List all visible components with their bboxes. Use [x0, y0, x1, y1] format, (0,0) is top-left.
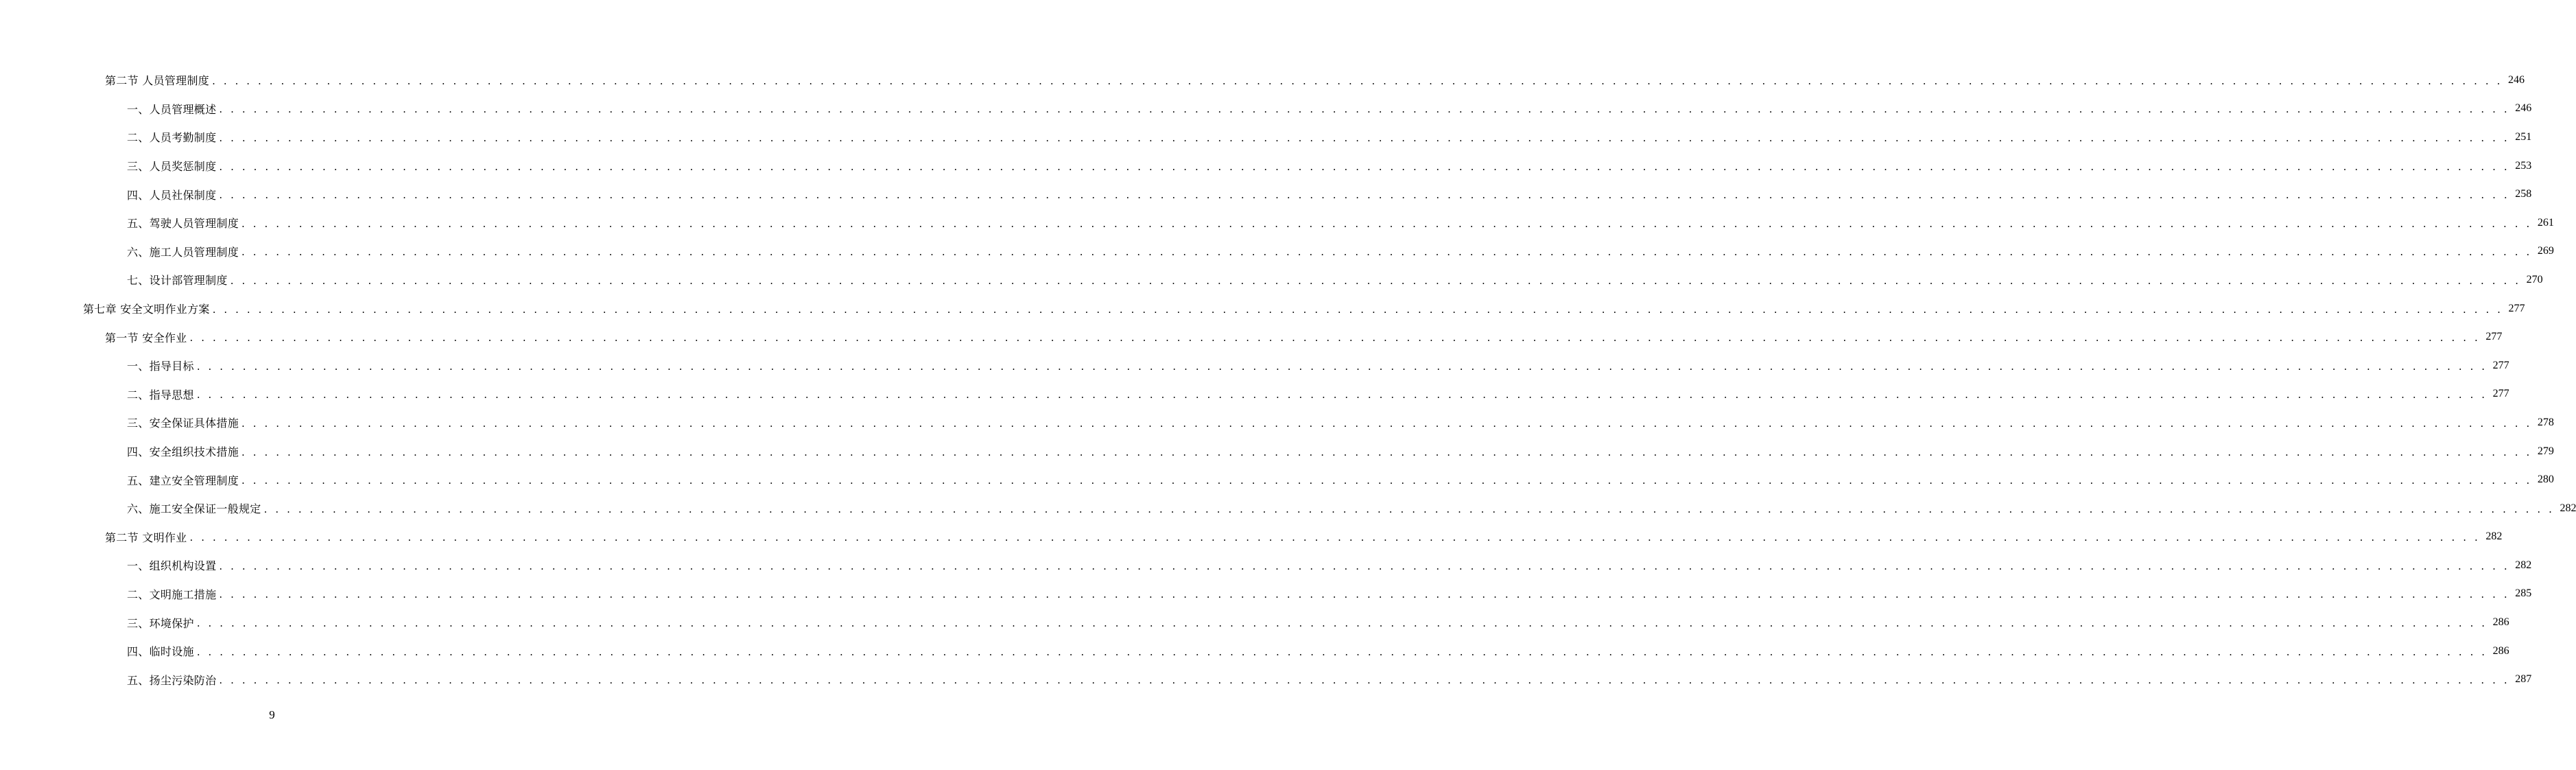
- toc-entry-page: 246: [2507, 73, 2525, 86]
- toc-entry-page: 282: [2485, 530, 2503, 543]
- toc-entry-title: 一、指导目标: [127, 360, 194, 373]
- toc-entry-item[interactable]: [0, 637, 2509, 666]
- toc-entry-page: 280: [2537, 474, 2554, 486]
- toc-entry-title: 五、建立安全管理制度: [127, 474, 239, 487]
- dot-leader: . . . . . . . . . . . . . . . . . . . . . . . . . . . . . . . . . . . . . . . . . . . . . . . . . . . . . . . . . . . . . . . . . . . . . . . . . . . . . . . . . . . . . . . . . . . . . . . . . . . . . . . . . . . . . . . . . . . . . . . . . . . . . . . . . . . . . . . . . . . . . . . . . . . . . . . . . . . . . . . . . . . . . . . . . . . . . . . . . . . . . . . . . . . . . . . . . . . . . . . .: [219, 189, 2510, 202]
- toc-entry-item[interactable]: [0, 465, 2554, 494]
- toc-entry-item[interactable]: [0, 152, 2532, 180]
- table-of-contents: [0, 66, 2576, 694]
- dot-leader: . . . . . . . . . . . . . . . . . . . . . . . . . . . . . . . . . . . . . . . . . . . . . . . . . . . . . . . . . . . . . . . . . . . . . . . . . . . . . . . . . . . . . . . . . . . . . . . . . . . . . . . . . . . . . . . . . . . . . . . . . . . . . . . . . . . . . . . . . . . . . . . . . . . . . . . . . . . . . . . . . . . . . . . . . . . . . . . . . . . . . . . . . . . . . . . . . . . . . . . .: [241, 217, 2532, 230]
- toc-entry-item[interactable]: [0, 180, 2532, 209]
- toc-entry-page: 258: [2515, 188, 2532, 200]
- toc-entry-title: 四、安全组织技术措施: [127, 445, 239, 459]
- toc-entry-title: 三、人员奖惩制度: [127, 160, 217, 174]
- toc-entry-page: 277: [2508, 302, 2525, 314]
- toc-entry-title: 七、设计部管理制度: [127, 274, 228, 288]
- toc-entry-title: 四、临时设施: [127, 645, 194, 659]
- toc-entry-title: 二、人员考勤制度: [127, 131, 217, 145]
- toc-entry-page: 286: [2492, 616, 2509, 629]
- page-number: 9: [269, 708, 275, 721]
- dot-leader: . . . . . . . . . . . . . . . . . . . . . . . . . . . . . . . . . . . . . . . . . . . . . . . . . . . . . . . . . . . . . . . . . . . . . . . . . . . . . . . . . . . . . . . . . . . . . . . . . . . . . . . . . . . . . . . . . . . . . . . . . . . . . . . . . . . . . . . . . . . . . . . . . . . . . . . . . . . . . . . . . . . . . . . . . . . . . . . . . . . . . . . . . . . . . . . . . . . . . . . .: [196, 645, 2488, 658]
- dot-leader: . . . . . . . . . . . . . . . . . . . . . . . . . . . . . . . . . . . . . . . . . . . . . . . . . . . . . . . . . . . . . . . . . . . . . . . . . . . . . . . . . . . . . . . . . . . . . . . . . . . . . . . . . . . . . . . . . . . . . . . . . . . . . . . . . . . . . . . . . . . . . . . . . . . . . . . . . . . . . . . . . . . . . . . . . . . . . . . . . . . . . . . . . . . . . . . . . . . . . . . .: [219, 103, 2510, 116]
- toc-entry-title: 四、人员社保制度: [127, 188, 217, 202]
- toc-entry-item[interactable]: [0, 351, 2509, 380]
- dot-leader: . . . . . . . . . . . . . . . . . . . . . . . . . . . . . . . . . . . . . . . . . . . . . . . . . . . . . . . . . . . . . . . . . . . . . . . . . . . . . . . . . . . . . . . . . . . . . . . . . . . . . . . . . . . . . . . . . . . . . . . . . . . . . . . . . . . . . . . . . . . . . . . . . . . . . . . . . . . . . . . . . . . . . . . . . . . . . . . . . . . . . . . . . . . . . . . . . . . . . . . .: [196, 617, 2488, 630]
- toc-entry-page: 277: [2485, 331, 2503, 343]
- toc-entry-item[interactable]: [0, 608, 2509, 637]
- toc-entry-page: 253: [2515, 159, 2532, 172]
- toc-entry-page: 277: [2492, 388, 2509, 400]
- toc-entry-item[interactable]: [0, 551, 2532, 580]
- dot-leader: . . . . . . . . . . . . . . . . . . . . . . . . . . . . . . . . . . . . . . . . . . . . . . . . . . . . . . . . . . . . . . . . . . . . . . . . . . . . . . . . . . . . . . . . . . . . . . . . . . . . . . . . . . . . . . . . . . . . . . . . . . . . . . . . . . . . . . . . . . . . . . . . . . . . . . . . . . . . . . . . . . . . . . . . . . . . . . . . . . . . . . . . . . . . . . . . . . . . . . . .: [196, 388, 2488, 401]
- toc-entry-page: 246: [2515, 102, 2532, 115]
- dot-leader: . . . . . . . . . . . . . . . . . . . . . . . . . . . . . . . . . . . . . . . . . . . . . . . . . . . . . . . . . . . . . . . . . . . . . . . . . . . . . . . . . . . . . . . . . . . . . . . . . . . . . . . . . . . . . . . . . . . . . . . . . . . . . . . . . . . . . . . . . . . . . . . . . . . . . . . . . . . . . . . . . . . . . . . . . . . . . . . . . . . . . . . . . . . . . . . . . . . . . . . .: [212, 303, 2503, 316]
- toc-entry-page: 269: [2537, 245, 2554, 257]
- dot-leader: . . . . . . . . . . . . . . . . . . . . . . . . . . . . . . . . . . . . . . . . . . . . . . . . . . . . . . . . . . . . . . . . . . . . . . . . . . . . . . . . . . . . . . . . . . . . . . . . . . . . . . . . . . . . . . . . . . . . . . . . . . . . . . . . . . . . . . . . . . . . . . . . . . . . . . . . . . . . . . . . . . . . . . . . . . . . . . . . . . . . . . . . . . . . . . . . . . . . . . . .: [241, 474, 2532, 487]
- toc-entry-page: 286: [2492, 644, 2509, 657]
- toc-entry-item[interactable]: [0, 494, 2576, 523]
- dot-leader: . . . . . . . . . . . . . . . . . . . . . . . . . . . . . . . . . . . . . . . . . . . . . . . . . . . . . . . . . . . . . . . . . . . . . . . . . . . . . . . . . . . . . . . . . . . . . . . . . . . . . . . . . . . . . . . . . . . . . . . . . . . . . . . . . . . . . . . . . . . . . . . . . . . . . . . . . . . . . . . . . . . . . . . . . . . . . . . . . . . . . . . . . . . . . . . . . . . . . . . .: [219, 588, 2510, 601]
- toc-entry-page: 261: [2537, 216, 2554, 229]
- dot-leader: . . . . . . . . . . . . . . . . . . . . . . . . . . . . . . . . . . . . . . . . . . . . . . . . . . . . . . . . . . . . . . . . . . . . . . . . . . . . . . . . . . . . . . . . . . . . . . . . . . . . . . . . . . . . . . . . . . . . . . . . . . . . . . . . . . . . . . . . . . . . . . . . . . . . . . . . . . . . . . . . . . . . . . . . . . . . . . . . . . . . . . . . . . . . . . . . . . . . . . . .: [241, 445, 2532, 458]
- toc-entry-item[interactable]: [0, 237, 2554, 266]
- toc-entry-title: 六、施工安全保证一般规定: [127, 502, 261, 516]
- dot-leader: . . . . . . . . . . . . . . . . . . . . . . . . . . . . . . . . . . . . . . . . . . . . . . . . . . . . . . . . . . . . . . . . . . . . . . . . . . . . . . . . . . . . . . . . . . . . . . . . . . . . . . . . . . . . . . . . . . . . . . . . . . . . . . . . . . . . . . . . . . . . . . . . . . . . . . . . . . . . . . . . . . . . . . . . . . . . . . . . . . . . . . . . . . . . . . . . . . . . . . . .: [189, 531, 2481, 544]
- toc-entry-page: 287: [2515, 673, 2532, 686]
- dot-leader: . . . . . . . . . . . . . . . . . . . . . . . . . . . . . . . . . . . . . . . . . . . . . . . . . . . . . . . . . . . . . . . . . . . . . . . . . . . . . . . . . . . . . . . . . . . . . . . . . . . . . . . . . . . . . . . . . . . . . . . . . . . . . . . . . . . . . . . . . . . . . . . . . . . . . . . . . . . . . . . . . . . . . . . . . . . . . . . . . . . . . . . . . . . . . . . . . . . . . . . .: [219, 674, 2510, 687]
- toc-entry-title: 第七章 安全文明作业方案: [83, 303, 210, 316]
- toc-entry-title: 一、人员管理概述: [127, 102, 217, 116]
- toc-entry-item[interactable]: [0, 580, 2532, 609]
- dot-leader: . . . . . . . . . . . . . . . . . . . . . . . . . . . . . . . . . . . . . . . . . . . . . . . . . . . . . . . . . . . . . . . . . . . . . . . . . . . . . . . . . . . . . . . . . . . . . . . . . . . . . . . . . . . . . . . . . . . . . . . . . . . . . . . . . . . . . . . . . . . . . . . . . . . . . . . . . . . . . . . . . . . . . . . . . . . . . . . . . . . . . . . . . . . . . . . . . . . . . . . .: [196, 360, 2488, 373]
- dot-leader: . . . . . . . . . . . . . . . . . . . . . . . . . . . . . . . . . . . . . . . . . . . . . . . . . . . . . . . . . . . . . . . . . . . . . . . . . . . . . . . . . . . . . . . . . . . . . . . . . . . . . . . . . . . . . . . . . . . . . . . . . . . . . . . . . . . . . . . . . . . . . . . . . . . . . . . . . . . . . . . . . . . . . . . . . . . . . . . . . . . . . . . . . . . . . . . . . . . . . . . .: [212, 74, 2503, 87]
- toc-entry-item[interactable]: [0, 437, 2554, 466]
- toc-entry-title: 第二节 人员管理制度: [105, 74, 210, 88]
- toc-entry-page: 251: [2515, 130, 2532, 143]
- toc-entry-item[interactable]: [0, 209, 2554, 237]
- toc-entry-title: 一、组织机构设置: [127, 559, 217, 573]
- toc-entry-title: 五、驾驶人员管理制度: [127, 217, 239, 231]
- dot-leader: . . . . . . . . . . . . . . . . . . . . . . . . . . . . . . . . . . . . . . . . . . . . . . . . . . . . . . . . . . . . . . . . . . . . . . . . . . . . . . . . . . . . . . . . . . . . . . . . . . . . . . . . . . . . . . . . . . . . . . . . . . . . . . . . . . . . . . . . . . . . . . . . . . . . . . . . . . . . . . . . . . . . . . . . . . . . . . . . . . . . . . . . . . . . . . . . . . . . . . . .: [241, 417, 2532, 430]
- toc-entry-item[interactable]: [0, 123, 2532, 152]
- toc-entry-title: 三、环境保护: [127, 616, 194, 630]
- toc-entry-section[interactable]: [0, 523, 2503, 552]
- toc-entry-page: 279: [2537, 445, 2554, 457]
- toc-entry-item[interactable]: [0, 665, 2532, 694]
- toc-entry-item[interactable]: [0, 95, 2532, 124]
- toc-entry-chapter[interactable]: [0, 294, 2525, 323]
- toc-entry-item[interactable]: [0, 408, 2554, 437]
- dot-leader: . . . . . . . . . . . . . . . . . . . . . . . . . . . . . . . . . . . . . . . . . . . . . . . . . . . . . . . . . . . . . . . . . . . . . . . . . . . . . . . . . . . . . . . . . . . . . . . . . . . . . . . . . . . . . . . . . . . . . . . . . . . . . . . . . . . . . . . . . . . . . . . . . . . . . . . . . . . . . . . . . . . . . . . . . . . . . . . . . . . . . . . . . . . . . . . . . . . . . . . .: [219, 559, 2510, 572]
- toc-entry-page: 282: [2515, 559, 2532, 571]
- toc-entry-title: 三、安全保证具体措施: [127, 417, 239, 430]
- toc-entry-title: 五、扬尘污染防治: [127, 673, 217, 687]
- dot-leader: . . . . . . . . . . . . . . . . . . . . . . . . . . . . . . . . . . . . . . . . . . . . . . . . . . . . . . . . . . . . . . . . . . . . . . . . . . . . . . . . . . . . . . . . . . . . . . . . . . . . . . . . . . . . . . . . . . . . . . . . . . . . . . . . . . . . . . . . . . . . . . . . . . . . . . . . . . . . . . . . . . . . . . . . . . . . . . . . . . . . . . . . . . . . . . . . . . . . . . . .: [219, 131, 2510, 144]
- toc-entry-title: 二、指导思想: [127, 388, 194, 401]
- toc-entry-title: 六、施工人员管理制度: [127, 245, 239, 259]
- dot-leader: . . . . . . . . . . . . . . . . . . . . . . . . . . . . . . . . . . . . . . . . . . . . . . . . . . . . . . . . . . . . . . . . . . . . . . . . . . . . . . . . . . . . . . . . . . . . . . . . . . . . . . . . . . . . . . . . . . . . . . . . . . . . . . . . . . . . . . . . . . . . . . . . . . . . . . . . . . . . . . . . . . . . . . . . . . . . . . . . . . . . . . . . . . . . . . . . . . . . . . . .: [189, 331, 2481, 345]
- toc-entry-item[interactable]: [0, 266, 2543, 294]
- dot-leader: . . . . . . . . . . . . . . . . . . . . . . . . . . . . . . . . . . . . . . . . . . . . . . . . . . . . . . . . . . . . . . . . . . . . . . . . . . . . . . . . . . . . . . . . . . . . . . . . . . . . . . . . . . . . . . . . . . . . . . . . . . . . . . . . . . . . . . . . . . . . . . . . . . . . . . . . . . . . . . . . . . . . . . . . . . . . . . . . . . . . . . . . . . . . . . . . . . . . . . . .: [219, 160, 2510, 173]
- toc-entry-item[interactable]: [0, 380, 2509, 409]
- toc-entry-title: 第二节 文明作业: [105, 530, 187, 544]
- toc-entry-page: 278: [2537, 416, 2554, 428]
- toc-entry-title: 第一节 安全作业: [105, 331, 187, 345]
- toc-entry-section[interactable]: [0, 323, 2503, 351]
- toc-entry-section[interactable]: [0, 66, 2525, 95]
- dot-leader: . . . . . . . . . . . . . . . . . . . . . . . . . . . . . . . . . . . . . . . . . . . . . . . . . . . . . . . . . . . . . . . . . . . . . . . . . . . . . . . . . . . . . . . . . . . . . . . . . . . . . . . . . . . . . . . . . . . . . . . . . . . . . . . . . . . . . . . . . . . . . . . . . . . . . . . . . . . . . . . . . . . . . . . . . . . . . . . . . . . . . . . . . . . . . . . . . . . . . . . .: [230, 274, 2521, 287]
- toc-entry-page: 270: [2526, 273, 2543, 285]
- toc-entry-page: 285: [2515, 587, 2532, 600]
- dot-leader: . . . . . . . . . . . . . . . . . . . . . . . . . . . . . . . . . . . . . . . . . . . . . . . . . . . . . . . . . . . . . . . . . . . . . . . . . . . . . . . . . . . . . . . . . . . . . . . . . . . . . . . . . . . . . . . . . . . . . . . . . . . . . . . . . . . . . . . . . . . . . . . . . . . . . . . . . . . . . . . . . . . . . . . . . . . . . . . . . . . . . . . . . . . . . . . . . . . . . . . .: [263, 502, 2555, 515]
- dot-leader: . . . . . . . . . . . . . . . . . . . . . . . . . . . . . . . . . . . . . . . . . . . . . . . . . . . . . . . . . . . . . . . . . . . . . . . . . . . . . . . . . . . . . . . . . . . . . . . . . . . . . . . . . . . . . . . . . . . . . . . . . . . . . . . . . . . . . . . . . . . . . . . . . . . . . . . . . . . . . . . . . . . . . . . . . . . . . . . . . . . . . . . . . . . . . . . . . . . . . . . .: [241, 246, 2532, 259]
- toc-entry-title: 二、文明施工措施: [127, 587, 217, 601]
- toc-entry-page: 277: [2492, 359, 2509, 371]
- toc-entry-page: 282: [2560, 502, 2576, 514]
